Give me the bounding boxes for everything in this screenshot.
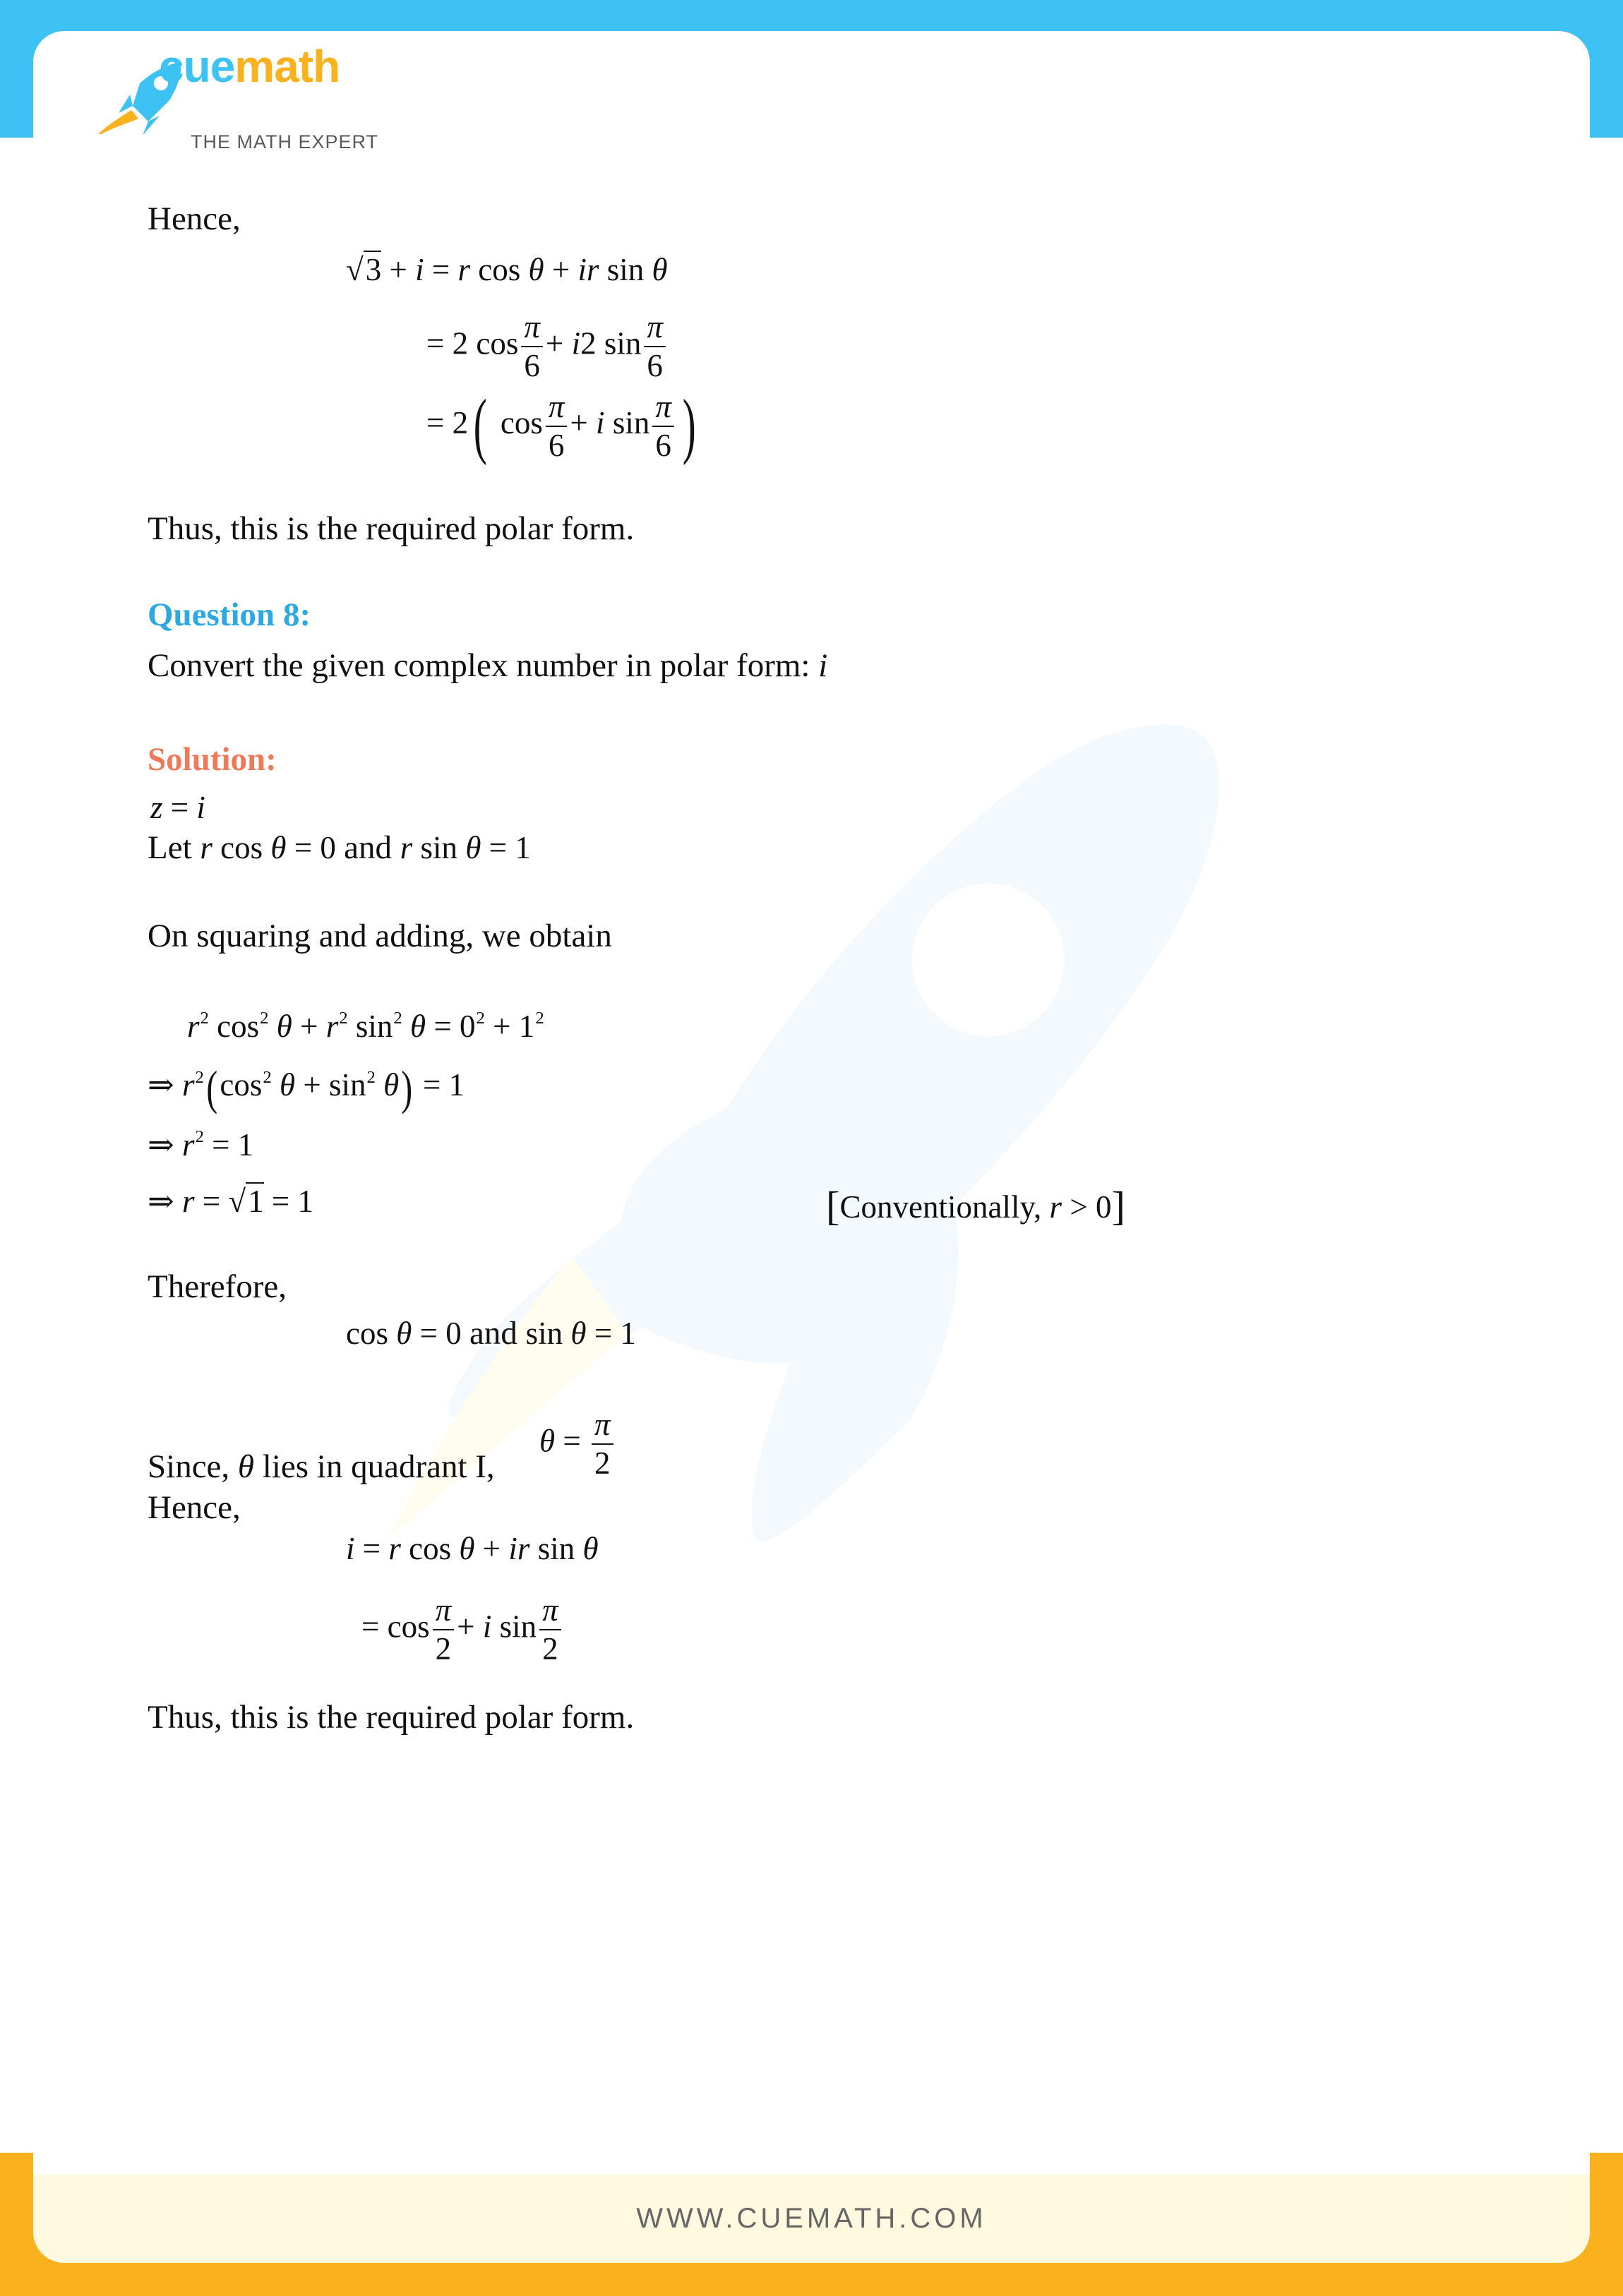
brand-wordmark bbox=[159, 41, 340, 92]
equation-squaring-line-3: ⇒ $r^2 = 1$ bbox=[148, 1127, 254, 1162]
cos-sin-values: cos θ = 0 and sin θ = 1 bbox=[346, 1315, 636, 1352]
solution-heading: Solution: bbox=[148, 741, 277, 778]
equation-polar-line-1: √3 + i = r cos θ + ir sin θ bbox=[346, 252, 668, 287]
question-statement: Convert the given complex number in polar form: bbox=[148, 647, 810, 684]
therefore-label: Therefore, bbox=[148, 1268, 287, 1305]
squaring-text: On squaring and adding, we obtain bbox=[148, 918, 612, 954]
lies-in-quadrant-text: lies in quadrant I, bbox=[262, 1448, 495, 1485]
hence-label-1: Hence, bbox=[148, 200, 241, 237]
equation-i-polar-line-2: = cos $\frac{\pi}{2}$ + i sin $\frac{\pi}{2}$ bbox=[361, 1594, 564, 1666]
equation-z-equals-i: z = i bbox=[150, 790, 205, 825]
hence-label-2: Hence, bbox=[148, 1489, 241, 1526]
equation-i-polar-line-1: i = r cos θ + ir sin θ bbox=[346, 1531, 599, 1566]
footer bbox=[33, 2175, 1590, 2263]
conventionally-note: [Conventionally, r > 0] bbox=[826, 1183, 1125, 1229]
equation-polar-line-3: = 2( cos $\frac{\pi}{6}$ + i sin $\frac{\pi}{6}$ ) bbox=[426, 385, 696, 466]
conclusion-text-2: Thus, this is the required polar form. bbox=[148, 1699, 635, 1736]
footer-url[interactable]: WWW.CUEMATH.COM bbox=[636, 2203, 987, 2234]
let-statement: Let r cos θ = 0 and r sin θ = 1 bbox=[148, 829, 531, 866]
equation-polar-line-2: = 2 cos $\frac{\pi}{6}$ + i2 sin $\frac{\pi}{6}$ bbox=[426, 311, 669, 383]
conventionally-word: Conventionally, bbox=[839, 1189, 1042, 1225]
and-word-2: and bbox=[469, 1315, 517, 1352]
brand-word-math: math bbox=[234, 41, 340, 92]
equation-squaring-line-1: $r^2$ $\cos^2 \theta + r^2$ $\sin^2 \theta = 0^2 + 1^2$ bbox=[187, 1009, 544, 1044]
equation-squaring-line-2: ⇒ $r^2(\cos^2$ $\theta + \sin^2 \theta) = 1$ bbox=[148, 1062, 465, 1114]
question-heading: Question 8: bbox=[148, 596, 311, 633]
conclusion-text-1: Thus, this is the required polar form. bbox=[148, 510, 635, 547]
equation-squaring-line-4: ⇒ r = √1 = 1 bbox=[148, 1184, 313, 1219]
theta-value: θ = $\frac{\pi}{2}$ bbox=[539, 1408, 616, 1481]
question-text: Convert the given complex number in polar form: i bbox=[148, 647, 828, 684]
brand-word-cue: cue bbox=[159, 41, 235, 92]
quadrant-statement: Since, θ lies in quadrant I, bbox=[148, 1448, 495, 1485]
and-word: and bbox=[344, 829, 393, 866]
brand-tagline: THE MATH EXPERT bbox=[191, 131, 379, 152]
since-word: Since, bbox=[148, 1448, 230, 1485]
let-word: Let bbox=[148, 829, 192, 866]
